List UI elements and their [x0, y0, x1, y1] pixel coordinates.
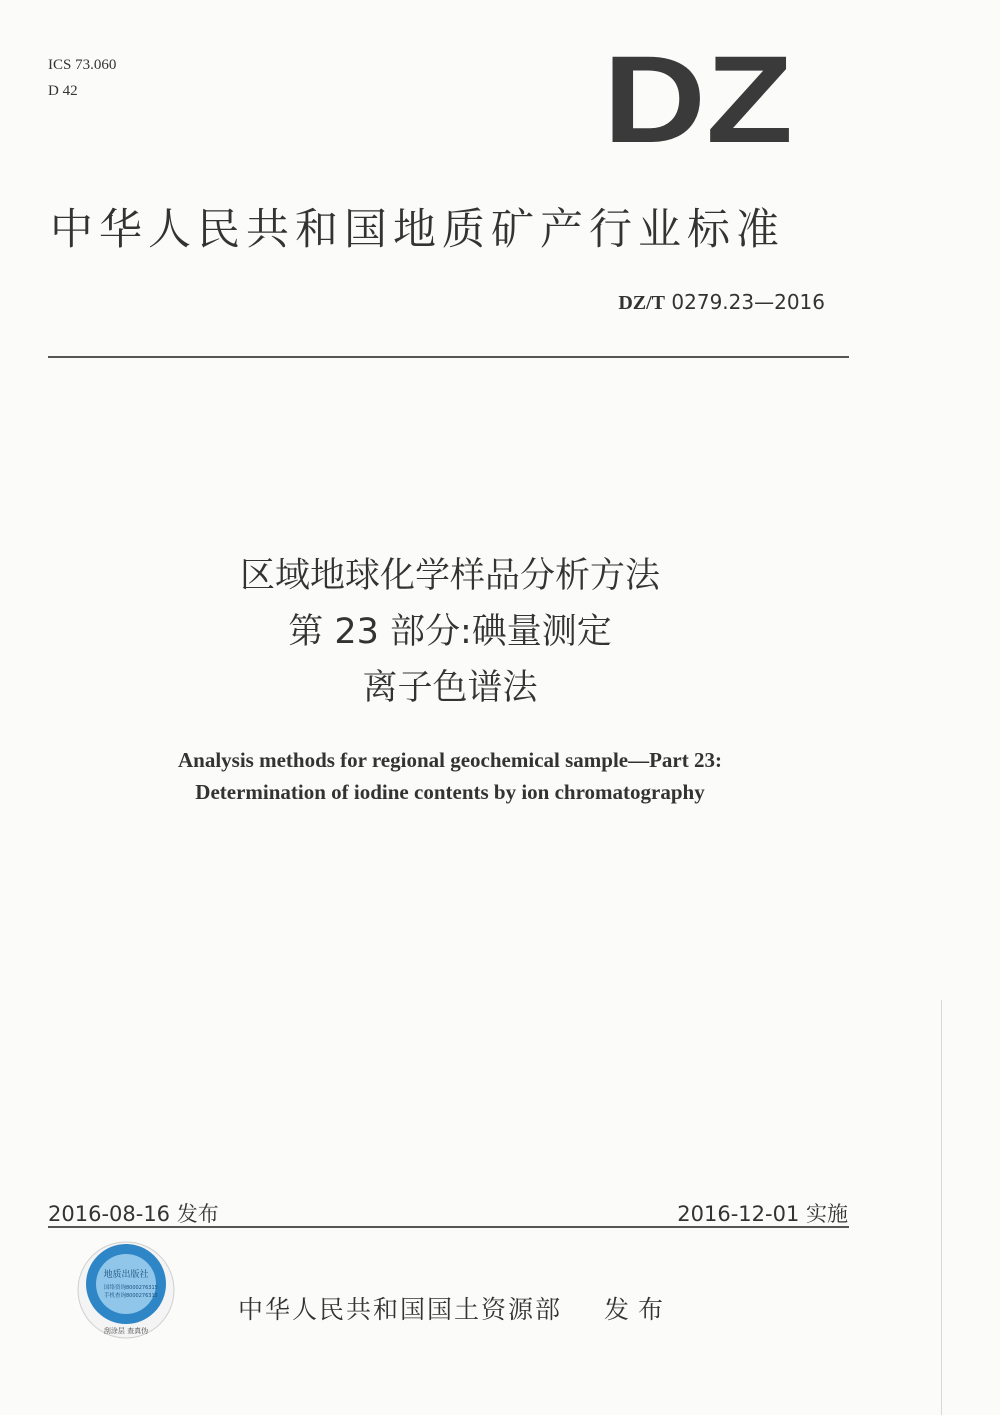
issuing-body-title: 中华人民共和国地质矿产行业标准	[50, 205, 785, 255]
scan-edge-line	[941, 1000, 942, 1415]
issue-date: 2016-08-16 发布	[48, 1202, 219, 1226]
ics-code: ICS 73.060	[48, 57, 117, 73]
seal-code-2: 8000276315	[126, 1293, 158, 1299]
english-title	[0, 744, 900, 808]
implementation-date: 2016-12-01 实施	[677, 1202, 848, 1226]
chinese-title	[0, 548, 900, 716]
classification-codes	[48, 52, 116, 104]
standard-prefix: DZ/T	[618, 292, 666, 314]
chinese-title-line-1: 区域地球化学样品分析方法	[239, 556, 660, 596]
bottom-divider	[48, 1226, 849, 1228]
chinese-title-line-2: 第 23 部分:碘量测定	[288, 612, 612, 652]
seal-line-2: 手机查询	[104, 1293, 127, 1299]
english-title-line-2: Determination of iodine contents by ion chromatography	[195, 780, 705, 804]
ccs-code: D 42	[48, 83, 78, 99]
top-divider	[48, 356, 849, 358]
anti-counterfeit-seal	[76, 1240, 176, 1340]
seal-bottom-text: 刮涂层 查真伪	[103, 1327, 149, 1335]
chinese-title-line-3: 离子色谱法	[362, 668, 538, 708]
seal-line-1: 国络资询	[104, 1285, 127, 1291]
standard-number	[618, 290, 825, 315]
publisher-name: 中华人民共和国国土资源部	[238, 1295, 563, 1324]
seal-brand: 地质出版社	[103, 1270, 149, 1280]
publish-label: 发布	[604, 1295, 673, 1324]
english-title-line-1: Analysis methods for regional geochemical sample—Part 23:	[177, 748, 722, 772]
dz-logo-text: DZ	[603, 50, 793, 146]
seal-code-1: 8000276315	[126, 1285, 158, 1291]
standard-code: 0279.23—2016	[671, 290, 825, 314]
dz-logo	[602, 50, 794, 146]
